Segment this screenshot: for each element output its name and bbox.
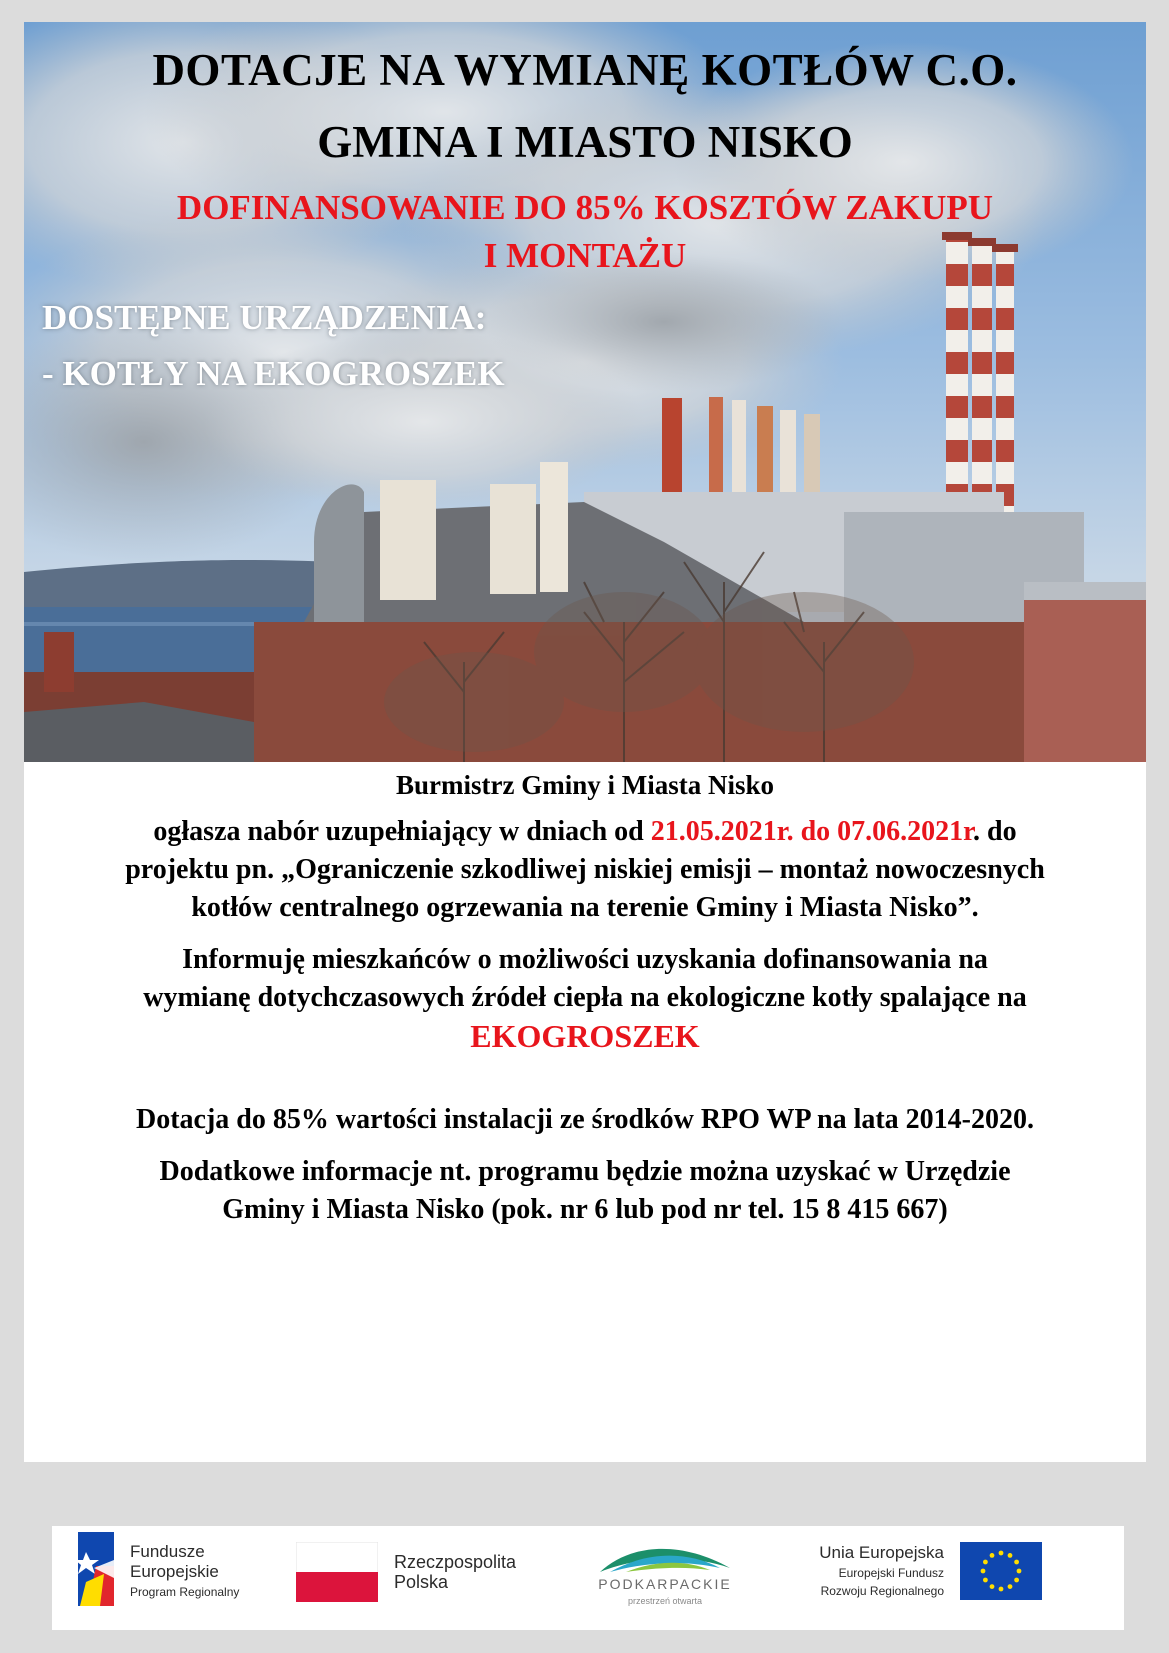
podkarpackie-wave-icon [590,1538,740,1578]
ue-line-1: Unia Europejska [819,1543,944,1562]
podkarpackie-logo [580,1526,750,1630]
fe-line-3: Program Regionalny [130,1585,240,1599]
rp-line-1: Rzeczpospolita [394,1552,517,1572]
project-line-1: projektu pn. „Ograniczenie szkodliwej niskiej emisji – montaż nowoczesnych [125,854,1045,885]
fe-line-1: Fundusze [130,1542,205,1561]
ue-line-2: Europejski Fundusz [838,1566,944,1580]
pk-tagline: przestrzeń otwarta [627,1596,703,1606]
rp-line-2: Polska [394,1572,449,1592]
headline-line-2: GMINA I MIASTO NISKO [317,117,853,167]
pk-name: PODKARPACKIE [598,1576,732,1592]
grant-line: Dotacja do 85% wartości instalacji ze środków RPO WP na lata 2014-2020. [135,1104,1035,1135]
ekogroszek-highlight: EKOGROSZEK [470,1018,700,1054]
contact-line-2: Gminy i Miasta Nisko (pok. nr 6 lub pod nr tel. 15 8 415 667) [222,1194,948,1225]
subsidy-subtitle-line-2: I MONTAŻU [483,236,687,275]
rzeczpospolita-polska-logo [296,1526,546,1630]
hero-section [24,22,1146,762]
info-line-1: Informuję mieszkańców o możliwości uzyskania dofinansowania na [182,944,988,975]
recruitment-dates: 21.05.2021r. do 07.06.2021r [650,816,974,847]
fe-line-2: Europejskie [130,1562,219,1581]
funding-logos-bar [52,1526,1124,1630]
fundusze-europejskie-logo [78,1526,278,1630]
recruitment-suffix: . do [973,816,1017,847]
recruitment-line [24,816,1146,848]
headline-line-1: DOTACJE NA WYMIANĘ KOTŁÓW C.O. [152,45,1018,95]
info-line-2: wymianę dotychczasowych źródeł ciepła na ekologiczne kotły spalające na [143,982,1027,1013]
ue-line-3: Rozwoju Regionalnego [820,1584,944,1598]
poland-flag-icon [296,1542,378,1602]
project-line-2: kotłów centralnego ogrzewania na terenie Gminy i Miasta Nisko”. [191,892,979,923]
unia-europejska-logo [794,1526,1094,1630]
contact-line-1: Dodatkowe informacje nt. programu będzie można uzyskać w Urzędzie [159,1156,1011,1187]
eu-flag-icon [960,1542,1042,1600]
fundusze-europejskie-icon [78,1532,118,1606]
devices-item: - KOTŁY NA EKOGROSZEK [42,354,505,393]
devices-heading: DOSTĘPNE URZĄDZENIA: [42,298,487,337]
recruitment-prefix: ogłasza nabór uzupełniający w dniach od [153,816,651,847]
announcer-line: Burmistrz Gminy i Miasta Nisko [396,770,774,800]
poster-sheet [24,22,1146,1462]
subsidy-subtitle-line-1: DOFINANSOWANIE DO 85% KOSZTÓW ZAKUPU [176,188,994,227]
